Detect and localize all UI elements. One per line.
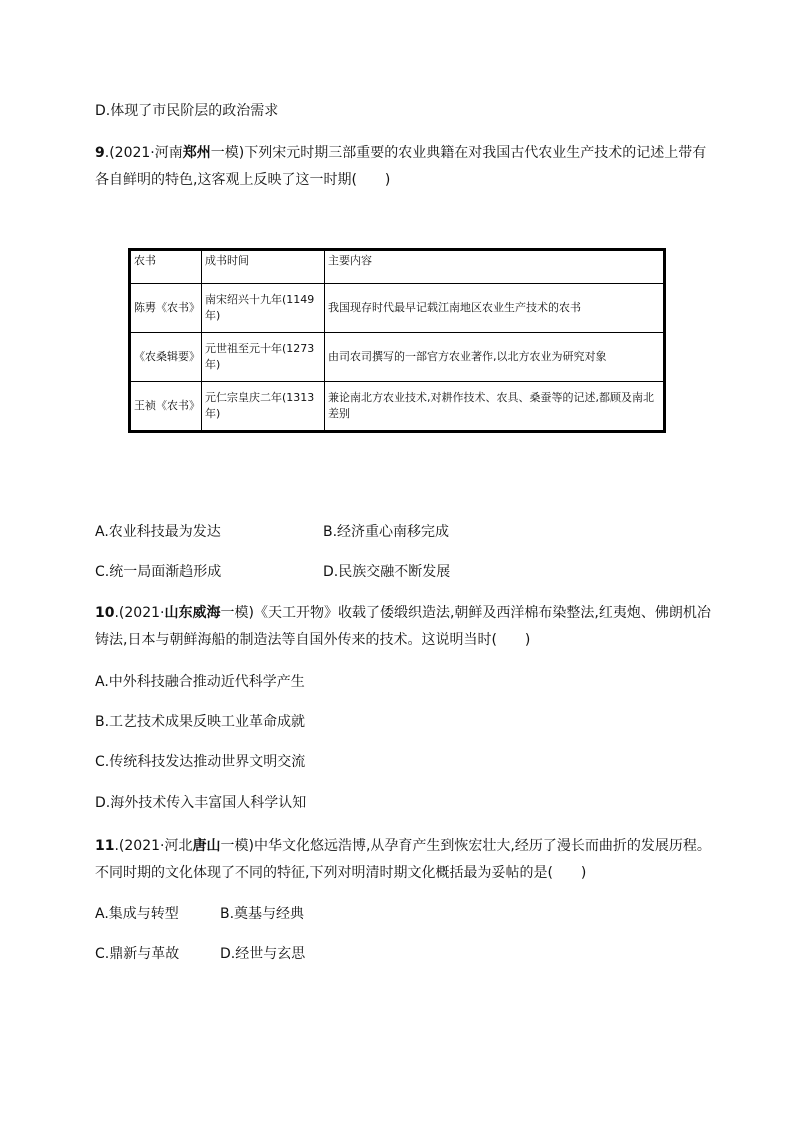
q11-option-d[interactable]: D.经世与玄思 <box>220 946 306 962</box>
table-row <box>130 333 665 382</box>
table-row <box>130 382 665 432</box>
q9-number: 9 <box>95 145 105 161</box>
q10-stem-line1 <box>95 603 711 623</box>
table-cell-book: 陈旉《农书》 <box>130 284 202 333</box>
table-cell-content: 由司农司撰写的一部官方农业著作,以北方农业为研究对象 <box>325 333 665 382</box>
q10-number: 10 <box>95 605 115 621</box>
table-header-cell: 农书 <box>130 250 202 284</box>
q11-stem-line1 <box>95 836 711 856</box>
q10-option-c[interactable]: C.传统科技发达推动世界文明交流 <box>95 754 306 770</box>
table-cell-book: 王祯《农书》 <box>130 382 202 432</box>
q9-option-d[interactable]: D.民族交融不断发展 <box>323 564 451 580</box>
q11-option-a[interactable]: A.集成与转型 <box>95 906 179 922</box>
q10-option-d[interactable]: D.海外技术传入丰富国人科学认知 <box>95 795 307 811</box>
table-cell-content: 兼论南北方农业技术,对耕作技术、农具、桑蚕等的记述,都顾及南北差别 <box>325 382 665 432</box>
table-cell-date: 元世祖至元十年(1273年) <box>202 333 325 382</box>
table-cell-content: 我国现存时代最早记载江南地区农业生产技术的农书 <box>325 284 665 333</box>
q11-stem-line2: 不同时期的文化体现了不同的特征,下列对明清时期文化概括最为妥帖的是( ) <box>95 865 587 881</box>
table-row <box>130 284 665 333</box>
q11-stem-text: 一模)中华文化悠远浩博,从孕育产生到恢宏壮大,经历了漫长而曲折的发展历程。 <box>220 838 711 854</box>
q9-option-c[interactable]: C.统一局面渐趋形成 <box>95 564 222 580</box>
table-cell-date: 元仁宗皇庆二年(1313年) <box>202 382 325 432</box>
q10-option-b[interactable]: B.工艺技术成果反映工业革命成就 <box>95 714 306 730</box>
table-header-cell: 主要内容 <box>325 250 665 284</box>
q9-source-prefix: .(2021·河南 <box>104 145 183 161</box>
table-cell-book: 《农桑辑要》 <box>130 333 202 382</box>
q9-option-b[interactable]: B.经济重心南移完成 <box>323 524 450 540</box>
q10-stem-line2: 铸法,日本与朝鲜海船的制造法等自国外传来的技术。这说明当时( ) <box>95 632 531 648</box>
q8-option-d: D.体现了市民阶层的政治需求 <box>95 103 279 119</box>
q10-stem-text: 一模)《天工开物》收载了倭缎织造法,朝鲜及西洋棉布染整法,红夷炮、佛朗机冶 <box>220 605 711 621</box>
q11-option-b[interactable]: B.奠基与经典 <box>220 906 305 922</box>
q11-source-prefix: .(2021·河北 <box>114 838 193 854</box>
table-cell-date: 南宋绍兴十九年(1149年) <box>202 284 325 333</box>
q11-option-c[interactable]: C.鼎新与革故 <box>95 946 180 962</box>
q9-source-bold: 郑州 <box>182 145 211 161</box>
q9-option-a[interactable]: A.农业科技最为发达 <box>95 524 221 540</box>
q11-source-bold: 唐山 <box>192 838 221 854</box>
q10-source-prefix: .(2021· <box>114 605 165 621</box>
q10-source-bold: 山东威海 <box>164 605 221 621</box>
q10-option-a[interactable]: A.中外科技融合推动近代科学产生 <box>95 674 305 690</box>
q9-stem-line2: 各自鲜明的特色,这客观上反映了这一时期( ) <box>95 172 391 188</box>
q9-stem-text: 一模)下列宋元时期三部重要的农业典籍在对我国古代农业生产技术的记述上带有 <box>210 145 707 161</box>
agri-books-table <box>128 248 666 433</box>
table-header-cell: 成书时间 <box>202 250 325 284</box>
table-header-row <box>130 250 665 284</box>
q9-stem-line1 <box>95 143 706 163</box>
q11-number: 11 <box>95 838 115 854</box>
